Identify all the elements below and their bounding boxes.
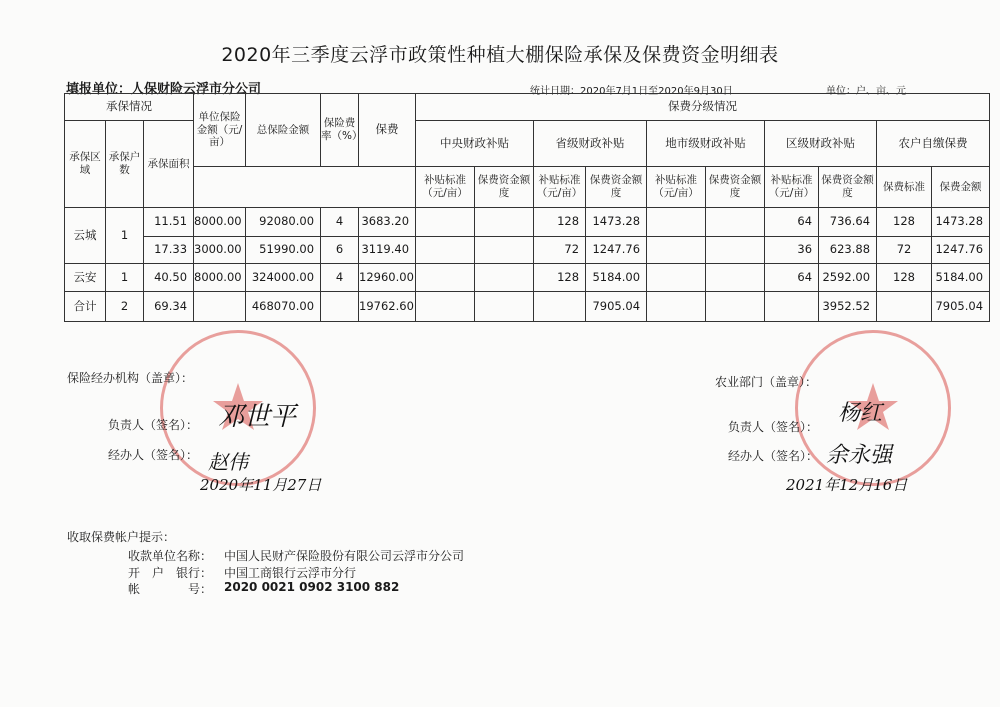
payee-label: 收款单位名称： (128, 549, 213, 563)
total-row: 合计 2 69.34 468070.00 19762.60 7905.04 3952.52 7905.04 (65, 292, 990, 322)
table-row: 云城 1 11.51 8000.00 92080.00 4 3683.20 128 1473.28 64 736.64 128 1473.28 (65, 208, 990, 237)
dist-std-header: 补贴标准（元/亩） (765, 167, 819, 208)
page-title: 2020年三季度云浮市政策性种植大棚保险承保及保费资金明细表 (221, 44, 779, 66)
agri-responsible-label: 负责人（签名）： (728, 420, 819, 434)
agri-label: 农业部门（盖章）： (715, 375, 818, 389)
sub-farmer: 农户自缴保费 (877, 121, 990, 167)
insurer-date: 2020年11月27日 (200, 476, 322, 494)
bank-label: 开 户 银行： (128, 566, 213, 580)
prov-amt-header: 保费资金额度 (586, 167, 647, 208)
bank-name: 中国工商银行云浮市分行 (224, 566, 357, 580)
account-number-label: 帐 号： (128, 582, 213, 596)
agri-signature-2: 余永强 (826, 443, 893, 468)
agri-handler-label: 经办人（签名）： (728, 449, 819, 463)
payee-name: 中国人民财产保险股份有限公司云浮市分公司 (224, 549, 465, 563)
group-underwriting: 承保情况 (65, 94, 194, 121)
col-total-amount: 总保险金额 (246, 94, 321, 167)
units-label: 单位：户、亩、元 (826, 86, 906, 97)
insurer-signature-1: 邓世平 (218, 402, 297, 432)
account-heading: 收取保费帐户提示： (67, 530, 176, 544)
col-rate: 保险费率（%） (321, 94, 359, 167)
insurer-handler-label: 经办人（签名）： (108, 448, 199, 462)
premium-table (64, 93, 990, 322)
stat-date: 统计日期：2020年7月1日至2020年9月30日 (530, 86, 733, 97)
col-area: 承保区域 (65, 121, 106, 208)
insurer-responsible-label: 负责人（签名）： (108, 418, 199, 432)
insurer-signature-2: 赵伟 (208, 450, 248, 474)
central-std-header: 补贴标准（元/亩） (416, 167, 475, 208)
city-amt-header: 保费资金额度 (706, 167, 765, 208)
table-row: 云安 1 40.50 8000.00 324000.00 4 12960.00 128 5184.00 64 2592.00 128 5184.00 (65, 264, 990, 292)
reporting-unit: 填报单位：人保财险云浮市分公司 (66, 82, 262, 97)
col-acreage: 承保面积 (144, 121, 194, 208)
col-unit-amount: 单位保险金额（元/亩） (194, 94, 246, 167)
city-std-header: 补贴标准（元/亩） (647, 167, 706, 208)
table-row: 17.33 3000.00 51990.00 6 3119.40 72 1247.76 36 623.88 72 1247.76 (65, 237, 990, 264)
agri-date: 2021年12月16日 (786, 476, 908, 494)
dist-amt-header: 保费资金额度 (819, 167, 877, 208)
sub-central: 中央财政补贴 (416, 121, 534, 167)
sub-provincial: 省级财政补贴 (534, 121, 647, 167)
account-number: 2020 0021 0902 3100 882 (224, 580, 400, 594)
sub-district: 区级财政补贴 (765, 121, 877, 167)
farm-std-header: 保费标准 (877, 167, 932, 208)
col-premium: 保费 (359, 94, 416, 167)
farm-amt-header: 保费金额 (932, 167, 990, 208)
insurer-label: 保险经办机构（盖章）： (67, 371, 194, 385)
col-households: 承保户数 (106, 121, 144, 208)
prov-std-header: 补贴标准（元/亩） (534, 167, 586, 208)
group-premium: 保费分级情况 (416, 94, 990, 121)
central-amt-header: 保费资金额度 (475, 167, 534, 208)
agri-signature-1: 杨红 (838, 401, 883, 426)
sub-city: 地市级财政补贴 (647, 121, 765, 167)
